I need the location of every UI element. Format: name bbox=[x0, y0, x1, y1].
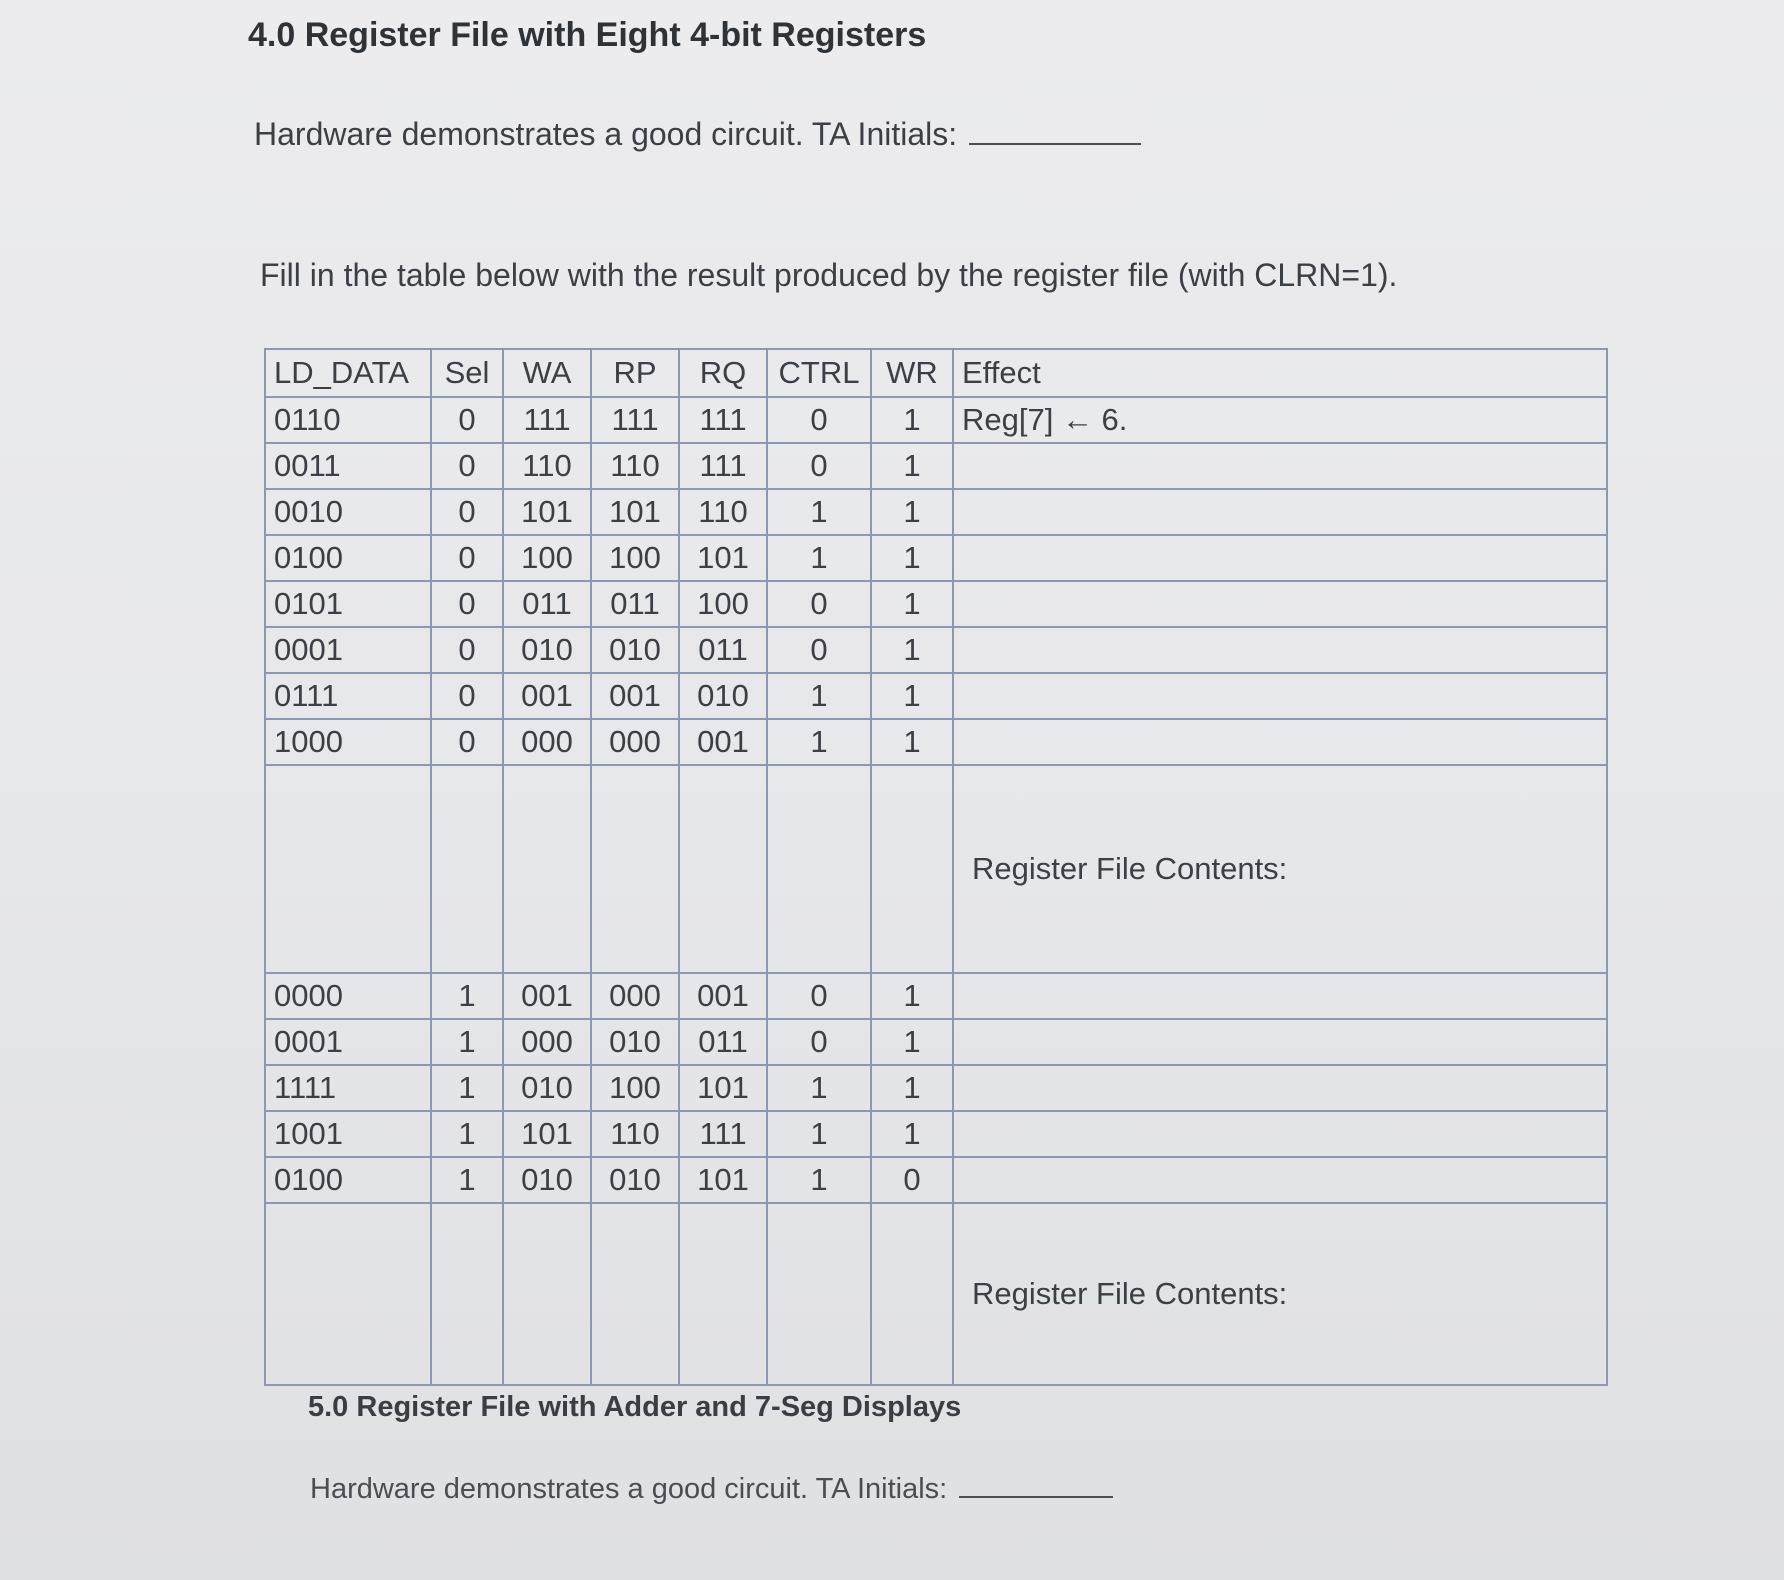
group1-rq-cell: 011 bbox=[679, 627, 767, 673]
group2-ld-data-cell: 0000 bbox=[265, 973, 431, 1019]
group1-rp-cell: 100 bbox=[591, 535, 679, 581]
group1-ld-data-cell: 0101 bbox=[265, 581, 431, 627]
group2-wr-cell: 1 bbox=[871, 1019, 953, 1065]
group2-ctrl-cell: 1 bbox=[767, 1157, 871, 1203]
group1-wr-cell: 1 bbox=[871, 489, 953, 535]
group2-ctrl-cell: 0 bbox=[767, 1019, 871, 1065]
section-4-title: 4.0 Register File with Eight 4-bit Registers bbox=[248, 16, 927, 54]
table-row bbox=[265, 973, 1607, 1019]
group2-ld-data-cell: 0001 bbox=[265, 1019, 431, 1065]
group1-rp-cell: 010 bbox=[591, 627, 679, 673]
group1-ld-data-cell: 1000 bbox=[265, 719, 431, 765]
group2-sel-cell: 1 bbox=[431, 1157, 503, 1203]
group1-effect-cell[interactable] bbox=[953, 581, 1607, 627]
group2-rp-cell: 010 bbox=[591, 1157, 679, 1203]
group1-sel-cell: 0 bbox=[431, 719, 503, 765]
group2-rp-cell: 110 bbox=[591, 1111, 679, 1157]
group2-rq-cell: 011 bbox=[679, 1019, 767, 1065]
group2-effect-cell[interactable] bbox=[953, 1111, 1607, 1157]
group2-ld-data-cell: 0100 bbox=[265, 1157, 431, 1203]
group1-sel-cell: 0 bbox=[431, 489, 503, 535]
table-row bbox=[265, 1019, 1607, 1065]
group2-sel-cell: 1 bbox=[431, 1019, 503, 1065]
group1-contents-cell[interactable] bbox=[953, 765, 1607, 973]
group2-contents-cell[interactable] bbox=[953, 1203, 1607, 1385]
group1-effect-cell[interactable]: Reg[7] ← 6. bbox=[953, 397, 1607, 443]
group1-ctrl-cell: 0 bbox=[767, 627, 871, 673]
group2-rp-cell: 100 bbox=[591, 1065, 679, 1111]
group1-wa-cell: 011 bbox=[503, 581, 591, 627]
group1-wr-cell: 1 bbox=[871, 535, 953, 581]
group1-ld-data-cell: 0110 bbox=[265, 397, 431, 443]
group1-ld-data-cell: 0011 bbox=[265, 443, 431, 489]
header-sel: Sel bbox=[431, 349, 503, 397]
table-row bbox=[265, 581, 1607, 627]
header-wa: WA bbox=[503, 349, 591, 397]
group1-rq-cell: 101 bbox=[679, 535, 767, 581]
group1-rq-cell: 100 bbox=[679, 581, 767, 627]
group2-rp-cell: 000 bbox=[591, 973, 679, 1019]
group2-effect-cell[interactable] bbox=[953, 1157, 1607, 1203]
group2-empty-cell bbox=[679, 1203, 767, 1385]
group1-rq-cell: 001 bbox=[679, 719, 767, 765]
group1-sel-cell: 0 bbox=[431, 397, 503, 443]
group1-effect-cell[interactable] bbox=[953, 627, 1607, 673]
group1-wa-cell: 010 bbox=[503, 627, 591, 673]
section-5-ta-initials-blank[interactable] bbox=[959, 1470, 1113, 1498]
group1-empty-cell bbox=[431, 765, 503, 973]
group1-empty-cell bbox=[767, 765, 871, 973]
group1-empty-cell bbox=[591, 765, 679, 973]
group1-rp-cell: 111 bbox=[591, 397, 679, 443]
group1-effect-cell[interactable] bbox=[953, 719, 1607, 765]
group1-empty-cell bbox=[503, 765, 591, 973]
table-row bbox=[265, 443, 1607, 489]
header-ctrl: CTRL bbox=[767, 349, 871, 397]
group1-ctrl-cell: 1 bbox=[767, 673, 871, 719]
group1-rq-cell: 010 bbox=[679, 673, 767, 719]
register-file-table bbox=[264, 348, 1608, 1386]
group1-empty-cell bbox=[871, 765, 953, 973]
group2-ld-data-cell: 1111 bbox=[265, 1065, 431, 1111]
table-row bbox=[265, 1157, 1607, 1203]
group1-wr-cell: 1 bbox=[871, 443, 953, 489]
group2-empty-cell bbox=[265, 1203, 431, 1385]
group2-wa-cell: 101 bbox=[503, 1111, 591, 1157]
group2-ctrl-cell: 0 bbox=[767, 973, 871, 1019]
group2-wa-cell: 010 bbox=[503, 1065, 591, 1111]
group1-rp-cell: 011 bbox=[591, 581, 679, 627]
group1-sel-cell: 0 bbox=[431, 627, 503, 673]
group2-wa-cell: 001 bbox=[503, 973, 591, 1019]
group2-ctrl-cell: 1 bbox=[767, 1111, 871, 1157]
group2-contents-row bbox=[265, 1203, 1607, 1385]
group1-wr-cell: 1 bbox=[871, 397, 953, 443]
group2-ctrl-cell: 1 bbox=[767, 1065, 871, 1111]
group1-rp-cell: 000 bbox=[591, 719, 679, 765]
group1-wa-cell: 001 bbox=[503, 673, 591, 719]
section-4-hardware-text: Hardware demonstrates a good circuit. TA Initials: bbox=[254, 116, 958, 152]
group2-empty-cell bbox=[767, 1203, 871, 1385]
group1-ctrl-cell: 1 bbox=[767, 489, 871, 535]
group2-rq-cell: 001 bbox=[679, 973, 767, 1019]
table-row bbox=[265, 673, 1607, 719]
group1-wa-cell: 111 bbox=[503, 397, 591, 443]
group1-sel-cell: 0 bbox=[431, 673, 503, 719]
group1-effect-cell[interactable] bbox=[953, 489, 1607, 535]
group1-sel-cell: 0 bbox=[431, 535, 503, 581]
group2-rp-cell: 010 bbox=[591, 1019, 679, 1065]
group1-empty-cell bbox=[265, 765, 431, 973]
header-rq: RQ bbox=[679, 349, 767, 397]
group1-effect-cell[interactable] bbox=[953, 443, 1607, 489]
register-file-table-body bbox=[265, 349, 1607, 1385]
group1-wa-cell: 101 bbox=[503, 489, 591, 535]
group1-rq-cell: 111 bbox=[679, 397, 767, 443]
group2-contents-label: Register File Contents: bbox=[972, 1276, 1288, 1311]
group2-wr-cell: 1 bbox=[871, 973, 953, 1019]
group1-ld-data-cell: 0001 bbox=[265, 627, 431, 673]
group2-wa-cell: 000 bbox=[503, 1019, 591, 1065]
group1-ctrl-cell: 1 bbox=[767, 535, 871, 581]
header-ld-data: LD_DATA bbox=[265, 349, 431, 397]
group2-sel-cell: 1 bbox=[431, 1111, 503, 1157]
table-row bbox=[265, 1065, 1607, 1111]
group1-wa-cell: 110 bbox=[503, 443, 591, 489]
group2-effect-cell[interactable] bbox=[953, 1019, 1607, 1065]
group2-sel-cell: 1 bbox=[431, 1065, 503, 1111]
group1-wa-cell: 000 bbox=[503, 719, 591, 765]
section-4-ta-line bbox=[254, 116, 1141, 153]
group2-rq-cell: 111 bbox=[679, 1111, 767, 1157]
group1-wa-cell: 100 bbox=[503, 535, 591, 581]
table-row bbox=[265, 489, 1607, 535]
group2-ld-data-cell: 1001 bbox=[265, 1111, 431, 1157]
section-5-title: 5.0 Register File with Adder and 7-Seg Displays bbox=[308, 1391, 962, 1423]
header-rp: RP bbox=[591, 349, 679, 397]
group2-empty-cell bbox=[871, 1203, 953, 1385]
section-5-hardware-text: Hardware demonstrates a good circuit. TA Initials: bbox=[310, 1473, 948, 1505]
group1-sel-cell: 0 bbox=[431, 443, 503, 489]
header-effect: Effect bbox=[953, 349, 1607, 397]
group2-effect-cell[interactable] bbox=[953, 973, 1607, 1019]
group2-empty-cell bbox=[431, 1203, 503, 1385]
group1-effect-cell[interactable] bbox=[953, 673, 1607, 719]
group1-wr-cell: 1 bbox=[871, 581, 953, 627]
group2-sel-cell: 1 bbox=[431, 973, 503, 1019]
group1-ld-data-cell: 0010 bbox=[265, 489, 431, 535]
group2-wr-cell: 1 bbox=[871, 1065, 953, 1111]
table-row bbox=[265, 535, 1607, 581]
group1-ctrl-cell: 0 bbox=[767, 443, 871, 489]
group1-empty-cell bbox=[679, 765, 767, 973]
group2-effect-cell[interactable] bbox=[953, 1065, 1607, 1111]
group1-rq-cell: 111 bbox=[679, 443, 767, 489]
table-instructions: Fill in the table below with the result produced by the register file (with CLRN=1). bbox=[260, 257, 1398, 293]
group1-rq-cell: 110 bbox=[679, 489, 767, 535]
table-row bbox=[265, 719, 1607, 765]
section-4-ta-initials-blank[interactable] bbox=[969, 117, 1141, 145]
group2-wr-cell: 0 bbox=[871, 1157, 953, 1203]
group1-rp-cell: 001 bbox=[591, 673, 679, 719]
table-row bbox=[265, 397, 1607, 443]
group1-contents-label: Register File Contents: bbox=[972, 851, 1288, 886]
group2-empty-cell bbox=[591, 1203, 679, 1385]
group1-rp-cell: 101 bbox=[591, 489, 679, 535]
header-wr: WR bbox=[871, 349, 953, 397]
group2-wa-cell: 010 bbox=[503, 1157, 591, 1203]
group1-effect-cell[interactable] bbox=[953, 535, 1607, 581]
group1-ld-data-cell: 0111 bbox=[265, 673, 431, 719]
group2-rq-cell: 101 bbox=[679, 1065, 767, 1111]
group2-wr-cell: 1 bbox=[871, 1111, 953, 1157]
group2-rq-cell: 101 bbox=[679, 1157, 767, 1203]
group1-ld-data-cell: 0100 bbox=[265, 535, 431, 581]
table-header-row bbox=[265, 349, 1607, 397]
table-row bbox=[265, 627, 1607, 673]
group1-sel-cell: 0 bbox=[431, 581, 503, 627]
group1-contents-row bbox=[265, 765, 1607, 973]
group2-empty-cell bbox=[503, 1203, 591, 1385]
group1-wr-cell: 1 bbox=[871, 673, 953, 719]
group1-ctrl-cell: 1 bbox=[767, 719, 871, 765]
group1-wr-cell: 1 bbox=[871, 627, 953, 673]
group1-ctrl-cell: 0 bbox=[767, 397, 871, 443]
section-5-ta-line bbox=[310, 1470, 1113, 1506]
table-row bbox=[265, 1111, 1607, 1157]
group1-wr-cell: 1 bbox=[871, 719, 953, 765]
group1-rp-cell: 110 bbox=[591, 443, 679, 489]
group1-ctrl-cell: 0 bbox=[767, 581, 871, 627]
